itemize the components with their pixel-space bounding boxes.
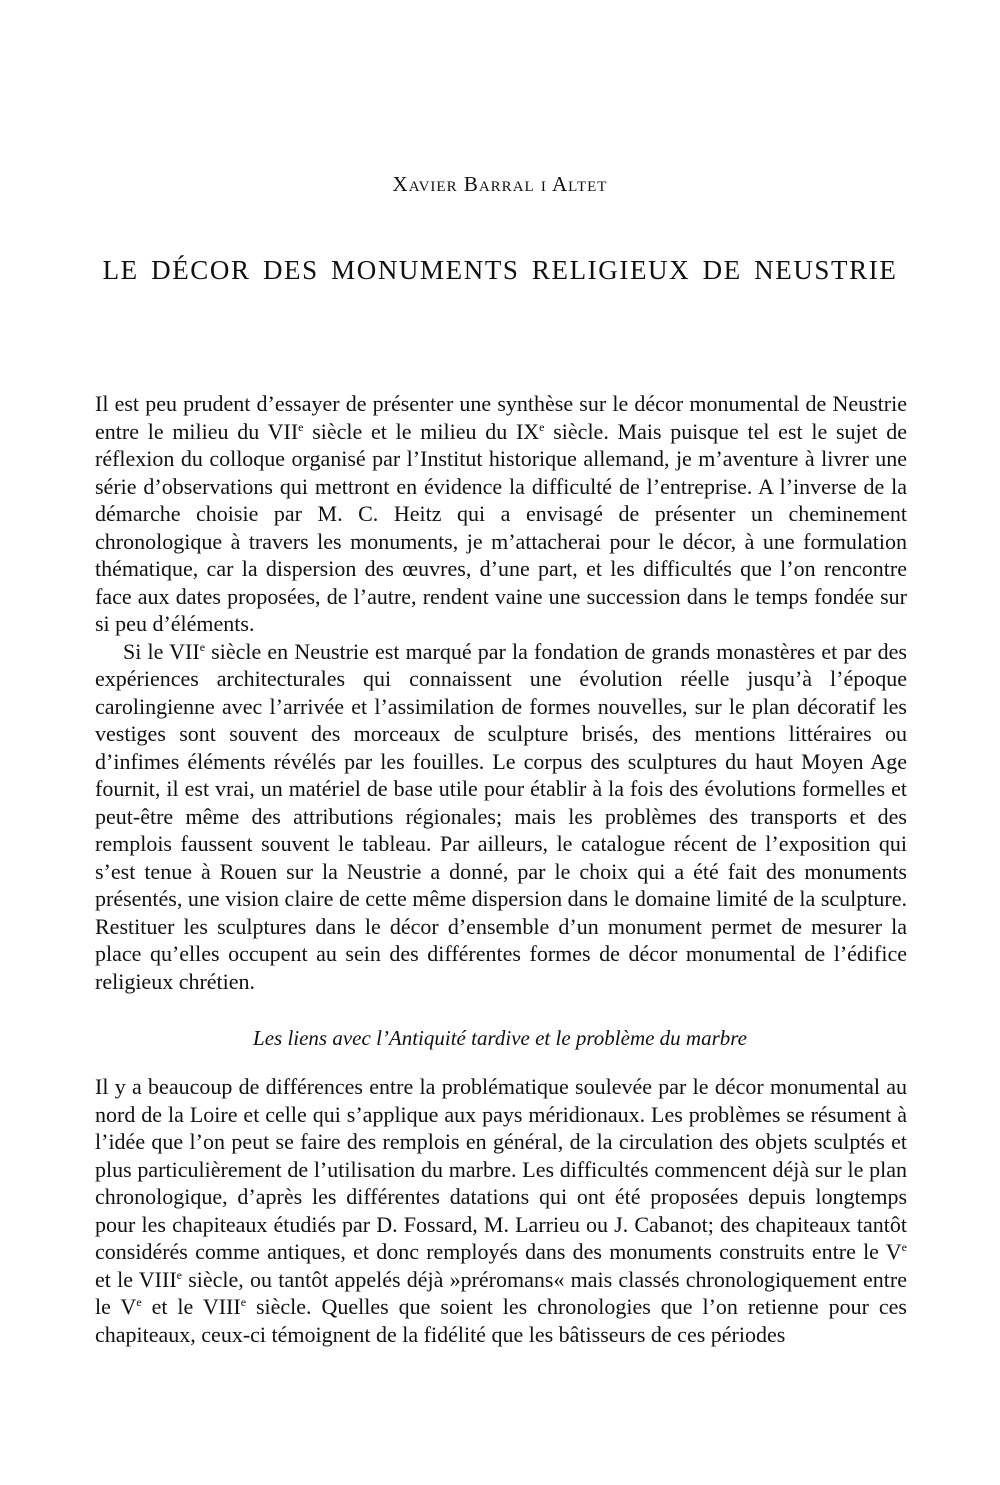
paragraph-2-superscript-a: e xyxy=(199,639,206,654)
paragraph-3-text-b: et le VIII xyxy=(95,1266,177,1292)
paragraph-1-text-a: Il est peu prudent d’essayer de présenter une synthèse sur le décor monumental de Neustrie entre le milieu du VII xyxy=(95,391,907,444)
paragraph-1-superscript-b: e xyxy=(539,419,545,434)
author-name: Xavier Barral i Altet xyxy=(392,172,608,196)
paragraph-3-text-e: siècle. Quelles que soient les chronologies que l’on retienne pour ces chapiteaux, ceux-ci témoignent de la fidélité que les bâtisseurs de ces périodes xyxy=(95,1294,907,1347)
paragraph-3-superscript-d: e xyxy=(240,1295,247,1309)
paragraph-1-superscript-a: e xyxy=(298,419,304,434)
body-text-intro xyxy=(95,390,907,995)
paragraph-3-superscript-c: e xyxy=(136,1295,142,1309)
paragraph-2-text-a: Si le VII xyxy=(123,638,200,664)
paragraph-3 xyxy=(95,1073,907,1348)
paragraph-3-text-c: siècle, ou tantôt appelés déjà »préromans« mais classés chronologiquement entre le V xyxy=(95,1266,907,1319)
paragraph-3-text-a: Il y a beaucoup de différences entre la problématique soulevée par le décor monumental au nord de la Loire et celle qui s’applique aux pays méridionaux. Les problèmes se résument à l’idée que l’on peut se faire des remplois en général, de la circulation des objets sculptés et plus particulièrement de l’utilisation du marbre. Les difficultés commencent déjà sur le plan chronologique, d’après les différentes datations qui ont été proposées depuis longtemps pour les chapiteaux étudiés par D. Fossard, M. Larrieu ou J. Cabanot; des chapiteaux tantôt considérés comme antiques, et donc remployés dans des monuments construits entre le V xyxy=(95,1074,907,1264)
paragraph-2 xyxy=(95,638,907,996)
paragraph-1-text-b: siècle et le milieu du IX xyxy=(303,418,540,444)
paragraph-3-superscript-a: e xyxy=(901,1240,907,1254)
article-title: LE DÉCOR DES MONUMENTS RELIGIEUX DE NEUSTRIE xyxy=(102,255,898,285)
paragraph-1 xyxy=(95,390,907,638)
paragraph-2-text-b: siècle en Neustrie est marqué par la fondation de grands monastères et par des expériences architecturales qui connaissent une évolution réelle jusqu’à l’époque carolingienne avec l’arrivée et l’assimilation de formes nouvelles, sur le plan décoratif les vestiges sont souvent des morceaux de sculpture brisés, des mentions littéraires ou d’infimes éléments révélés par les fouilles. Le corpus des sculptures du haut Moyen Age fournit, il est vrai, un matériel de base utile pour établir à la fois des évolutions formelles et peut-être même des attributions régionales; mais les problèmes des transports et des remplois faussent souvent le tableau. Par ailleurs, le catalogue récent de l’exposition qui s’est tenue à Rouen sur la Neustrie a donné, par le choix qui a été fait des monuments présentés, une vision claire de cette même dispersion dans le domaine limité de la sculpture. Restituer les sculptures dans le décor d’ensemble d’un monument permet de mesurer la place qu’elles occupent au sein des différentes formes de décor monumental de l’édifice religieux chrétien. xyxy=(95,638,907,994)
paragraph-1-text-c: siècle. Mais puisque tel est le sujet de réflexion du colloque organisé par l’Institut historique allemand, je m’aventure à livrer une série d’observations qui mettront en évidence la difficulté de l’entreprise. A l’inverse de la démarche choisie par M. C. Heitz qui a envisagé de présenter un cheminement chronologique à travers les monuments, je m’attacherai pour le décor, à une formulation thématique, car la dispersion des œuvres, d’une part, et les difficultés que l’on rencontre face aux dates proposées, de l’autre, rendent vaine une succession dans le temps fondée sur si peu d’éléments. xyxy=(95,418,908,636)
section-heading: Les liens avec l’Antiquité tardive et le problème du marbre xyxy=(253,1026,747,1050)
paragraph-3-text-d: et le VIII xyxy=(141,1294,241,1319)
body-text-section xyxy=(95,1073,907,1348)
paragraph-3-superscript-b: e xyxy=(176,1267,182,1282)
